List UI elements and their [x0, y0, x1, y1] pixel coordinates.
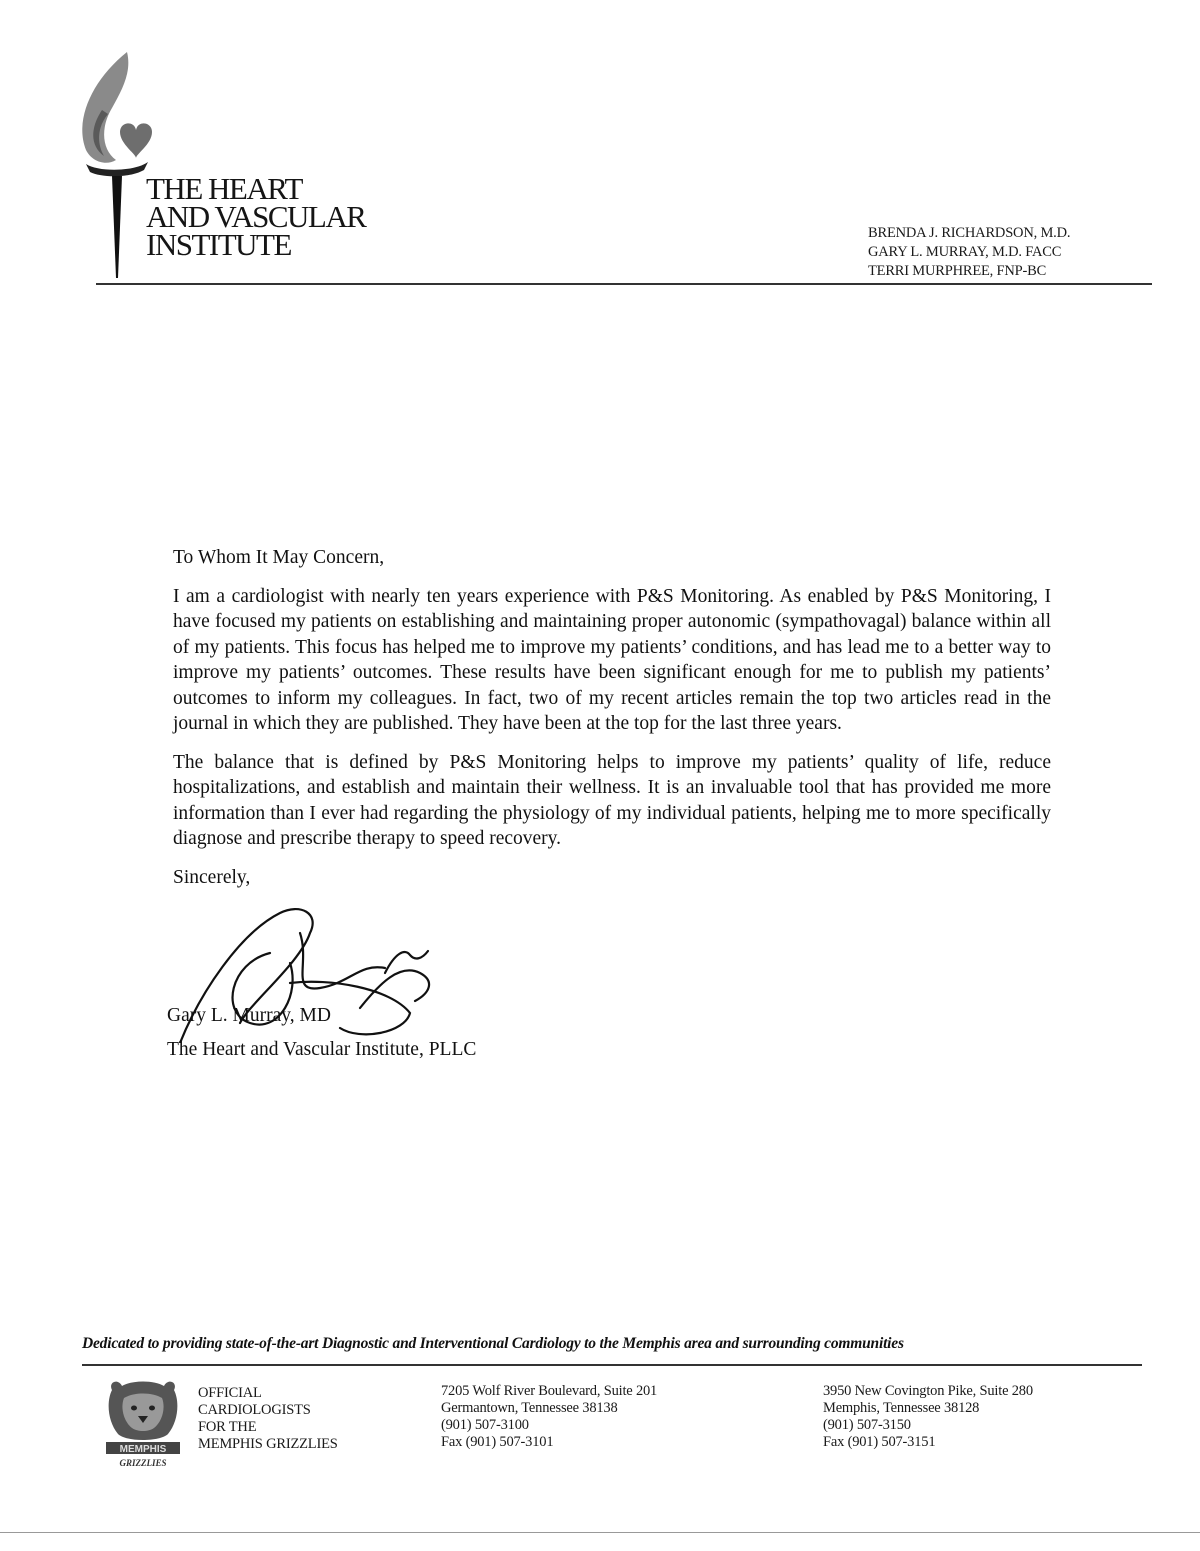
org-name-line3: INSTITUTE [146, 227, 291, 262]
staff-member: GARY L. MURRAY, M.D. FACC [868, 244, 1062, 260]
footer-line: FOR THE [198, 1419, 257, 1435]
header-divider [96, 283, 1152, 285]
body-paragraph: The balance that is defined by P&S Monitoring helps to improve my patients’ quality of life, reduce hospitalizations, and establish and maintain their wellness. It is an invaluable tool that has provided me more information than I ever had regarding the physiology of my individual patients, helping me to more specifically diagnose and prescribe therapy to speed recovery. [173, 751, 1051, 849]
staff-member: TERRI MURPHREE, FNP-BC [868, 263, 1047, 279]
footer-line: 3950 New Covington Pike, Suite 280 [823, 1383, 1033, 1399]
org-name-line1: THE HEART [146, 171, 302, 206]
footer-line: (901) 507-3100 [441, 1417, 529, 1433]
footer-line: 7205 Wolf River Boulevard, Suite 201 [441, 1383, 658, 1399]
staff-member: BRENDA J. RICHARDSON, M.D. [868, 225, 1071, 241]
footer-line: CARDIOLOGISTS [198, 1402, 311, 1418]
grizzlies-logo-script: GRIZZLIES [119, 1458, 167, 1468]
footer-line: (901) 507-3150 [823, 1417, 911, 1433]
footer-line: Fax (901) 507-3101 [441, 1434, 554, 1450]
memphis-grizzlies-logo [104, 1378, 182, 1470]
signer-name: Gary L. Murray, MD [167, 1005, 331, 1026]
footer-divider [82, 1364, 1142, 1366]
memphis-address [823, 1383, 1033, 1451]
footer-tagline: Dedicated to providing state-of-the-art Diagnostic and Interventional Cardiology to the Memphis area and surrounding communities [82, 1335, 904, 1352]
grizzlies-logo-wordmark: MEMPHIS [119, 1444, 167, 1455]
org-name-line2: AND VASCULAR [146, 199, 366, 234]
footer-line: Fax (901) 507-3151 [823, 1434, 936, 1450]
footer-line: Memphis, Tennessee 38128 [823, 1400, 980, 1416]
salutation: To Whom It May Concern, [173, 547, 385, 568]
signer-organization: The Heart and Vascular Institute, PLLC [167, 1039, 477, 1060]
letter-body [173, 545, 1051, 890]
footer-line: Germantown, Tennessee 38138 [441, 1400, 618, 1416]
footer-line: MEMPHIS GRIZZLIES [198, 1436, 338, 1452]
footer-line: OFFICIAL [198, 1385, 262, 1401]
closing: Sincerely, [173, 866, 251, 888]
germantown-address [441, 1383, 657, 1451]
official-cardiologists-note [198, 1385, 338, 1453]
staff-list [868, 224, 1070, 281]
organization-name [146, 171, 366, 262]
scan-edge-line [0, 1532, 1200, 1533]
body-paragraph: I am a cardiologist with nearly ten years experience with P&S Monitoring. As enabled by P&S Monitoring, I have focused my patients on establishing and maintaining proper autonomic (sympathovagal) balance within all of my patients. This focus has helped me to improve my patients’ conditions, and has lead me to a better way to improve my patients’ outcomes. These results have been significant enough for me to publish my patients’ outcomes to inform my colleagues. In fact, two of my recent articles remain the top two articles read in the journal in which they are published. They have been at the top for the last three years. [173, 585, 1051, 734]
